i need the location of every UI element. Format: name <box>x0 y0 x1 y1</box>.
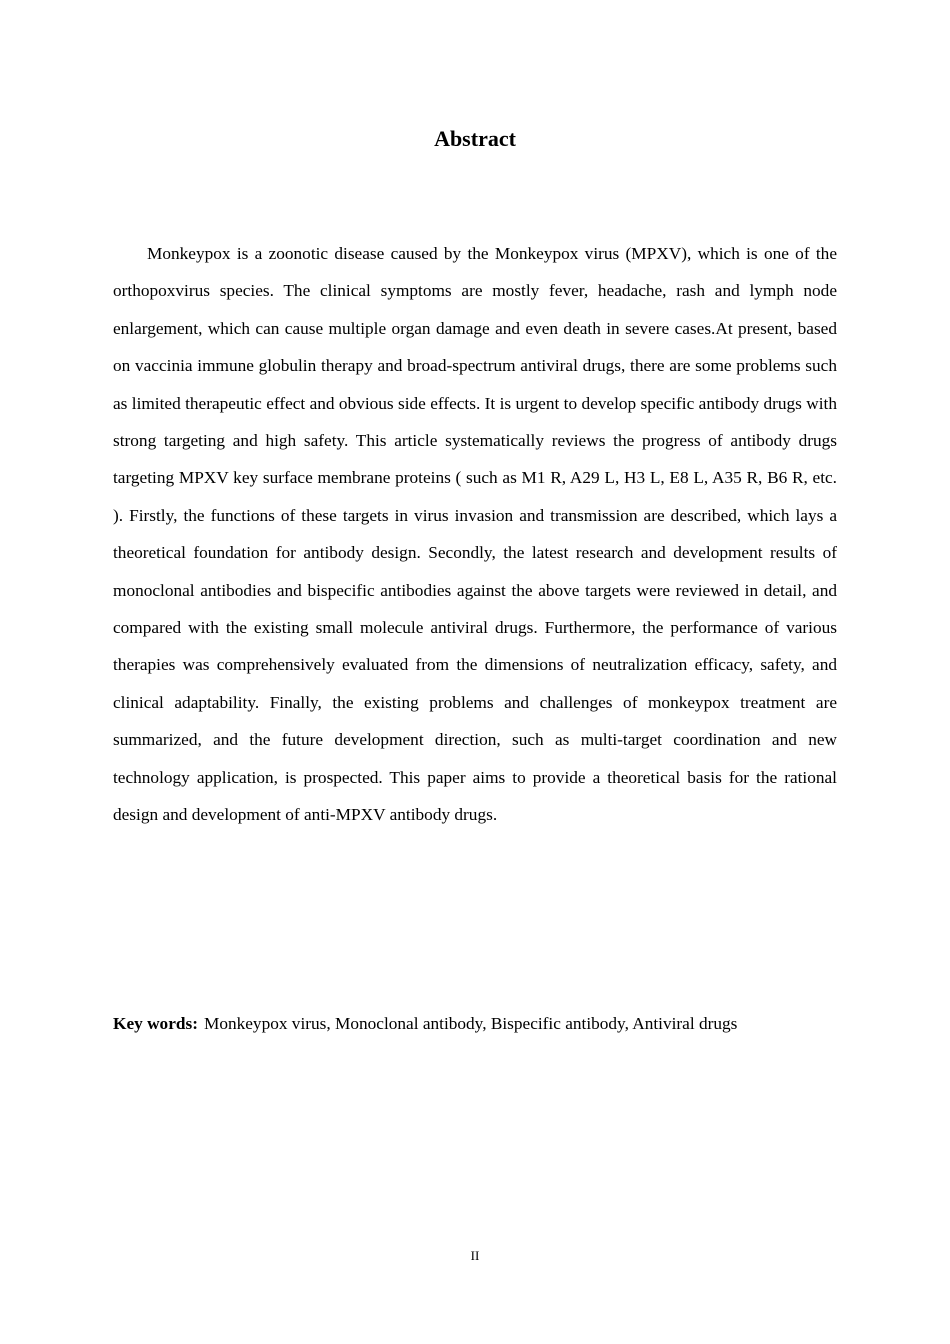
keywords-label: Key words: <box>113 1014 198 1033</box>
page-number: II <box>470 1248 480 1263</box>
keywords-text: Monkeypox virus, Monoclonal antibody, Bispecific antibody, Antiviral drugs <box>203 1014 738 1033</box>
page-title: Abstract <box>434 126 516 151</box>
keywords-line <box>113 1005 843 1042</box>
abstract-body: Monkeypox is a zoonotic disease caused by the Monkeypox virus (MPXV), which is one of the orthopoxvirus species. The clinical symptoms are mostly fever, headache, rash and lymph node enlargement, which can cause multiple organ damage and even death in severe cases.At present, based on vaccinia immune globulin therapy and broad-spectrum antiviral drugs, there are some problems such as limited therapeutic effect and obvious side effects. It is urgent to develop specific antibody drugs with strong targeting and high safety. This article systematically reviews the progress of antibody drugs targeting MPXV key surface membrane proteins ( such as M1 R, A29 L, H3 L, E8 L, A35 R, B6 R, etc. ). Firstly, the functions of these targets in virus invasion and transmission are described, which lays a theoretical foundation for antibody design. Secondly, the latest research and development results of monoclonal antibodies and bispecific antibodies against the above targets were reviewed in detail, and compared with the existing small molecule antiviral drugs. Furthermore, the performance of various therapies was comprehensively evaluated from the dimensions of neutralization efficacy, safety, and clinical adaptability. Finally, the existing problems and challenges of monkeypox treatment are summarized, and the future development direction, such as multi-target coordination and new technology application, is prospected. This paper aims to provide a theoretical basis for the rational design and development of anti-MPXV antibody drugs. <box>113 244 837 825</box>
